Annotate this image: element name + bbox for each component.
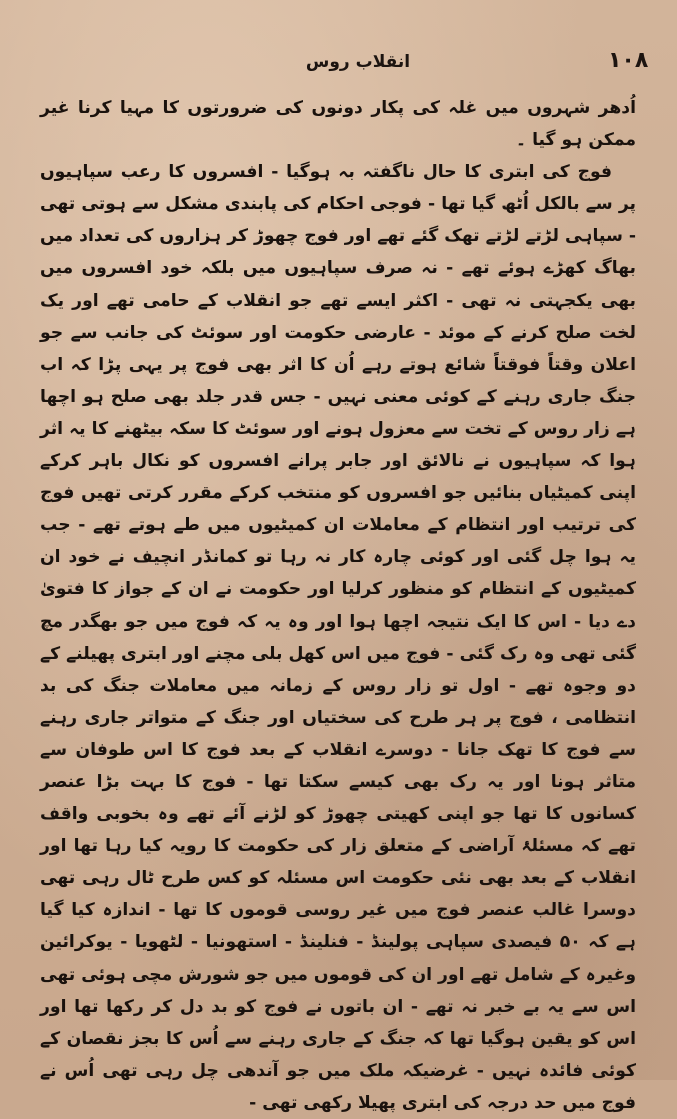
running-title: انقلاب روس — [305, 52, 411, 72]
paragraph-2: فوج کی ابتری کا حال ناگفتہ بہ ہوگیا - افسروں کا رعب سپاہیوں پر سے بالکل اُٹھ گیا تھا - فوجی احکام کی پابندی مشکل سے ہوتی تھی - سپاہی لڑتے لڑتے تھک گئے تھے اور فوج چھوڑ کر ہزاروں کی تعداد میں بھاگ کھڑے ہوئے تھے - نہ صرف سپاہیوں میں بلکہ خود افسروں میں بھی یکجہتی نہ تھی - اکثر ایسے تھے جو انقلاب کے حامی تھے اور یک لخت صلح کرنے کے موئد - عارضی حکومت اور سوئٹ کی جانب سے جو اعلان وقتاً فوقتاً شائع ہوتے رہے اُن کا اثر بھی فوج پر یہی پڑا کہ اب جنگ جاری رہنے کے کوئی معنی نہیں - جس قدر جلد بھی صلح ہو اچھا ہے زار روس کے تخت سے معزول ہونے اور سوئٹ کا سکہ بیٹھنے کا یہ اثر ہوا کہ سپاہیوں نے نالائق اور جابر پرانے افسروں کو نکال باہر کرکے اپنی کمیٹیاں بنائیں جو افسروں کو منتخب کرکے مقرر کرتی تھیں فوج کی ترتیب اور انتظام کے معاملات ان کمیٹیوں میں طے ہوتے تھے - جب یہ ہوا چل گئی اور کوئی چارہ کار نہ رہا تو کمانڈر انچیف نے خود ان کمیٹیوں کے انتظام کو منظور کرلیا اور حکومت نے ان کے جواز کا فتویٰ دے دیا - اس کا ایک نتیجہ اچھا ہوا اور وہ یہ کہ فوج میں جو بھگدر مچ گئی تھی وہ رک گئی - فوج میں اس کھل بلی مچنے اور ابتری پھیلنے کے دو وجوہ تھے - اول تو زار روس کے زمانہ میں معاملات جنگ کی بد انتظامی ، فوج پر ہر طرح کی سختیاں اور جنگ کے متواتر جاری رہنے سے فوج کا تھک جانا - دوسرے انقلاب کے بعد فوج کا اس طوفان سے متاثر ہونا اور یہ رک بھی کیسے سکتا تھا - فوج کا بہت بڑا عنصر کسانوں کا تھا جو اپنی کھیتی چھوڑ کو لڑنے آئے تھے وہ بخوبی واقف تھے کہ مسئلۂ آراضی کے متعلق زار کی حکومت کا رویہ کیا رہا تھا اور انقلاب کے بعد بھی نئی حکومت اس مسئلہ کو کس طرح ٹال رہی تھی دوسرا غالب عنصر فوج میں غیر روسی قوموں کا تھا - اندازہ کیا گیا ہے کہ ۵۰ فیصدی سپاہی پولینڈ - فنلینڈ - استھونیا - لٹھویا - یوکرائین وغیرہ کے شامل تھے اور ان کی قوموں میں جو شورش مچی ہوئی تھی اس سے یہ بے خبر نہ تھے - ان باتوں نے فوج کو بد دل کر رکھا تھا اور اس کو یقین ہوگیا تھا کہ جنگ کے جاری رہنے سے اُس کا بجز نقصان کے کوئی فائدہ نہیں - غرضیکہ ملک میں جو آندھی چل رہی تھی اُس نے فوج میں حد درجہ کی ابتری پھیلا رکھی تھی - — [40, 162, 636, 1113]
page-header — [40, 48, 649, 84]
body-text — [40, 92, 636, 1119]
page-number: ۱۰۸ — [608, 48, 649, 73]
paragraph-1: اُدھر شہروں میں غلہ کی پکار دونوں کی ضرورتوں کا مہیا کرنا غیر ممکن ہو گیا ۔ — [40, 98, 636, 151]
